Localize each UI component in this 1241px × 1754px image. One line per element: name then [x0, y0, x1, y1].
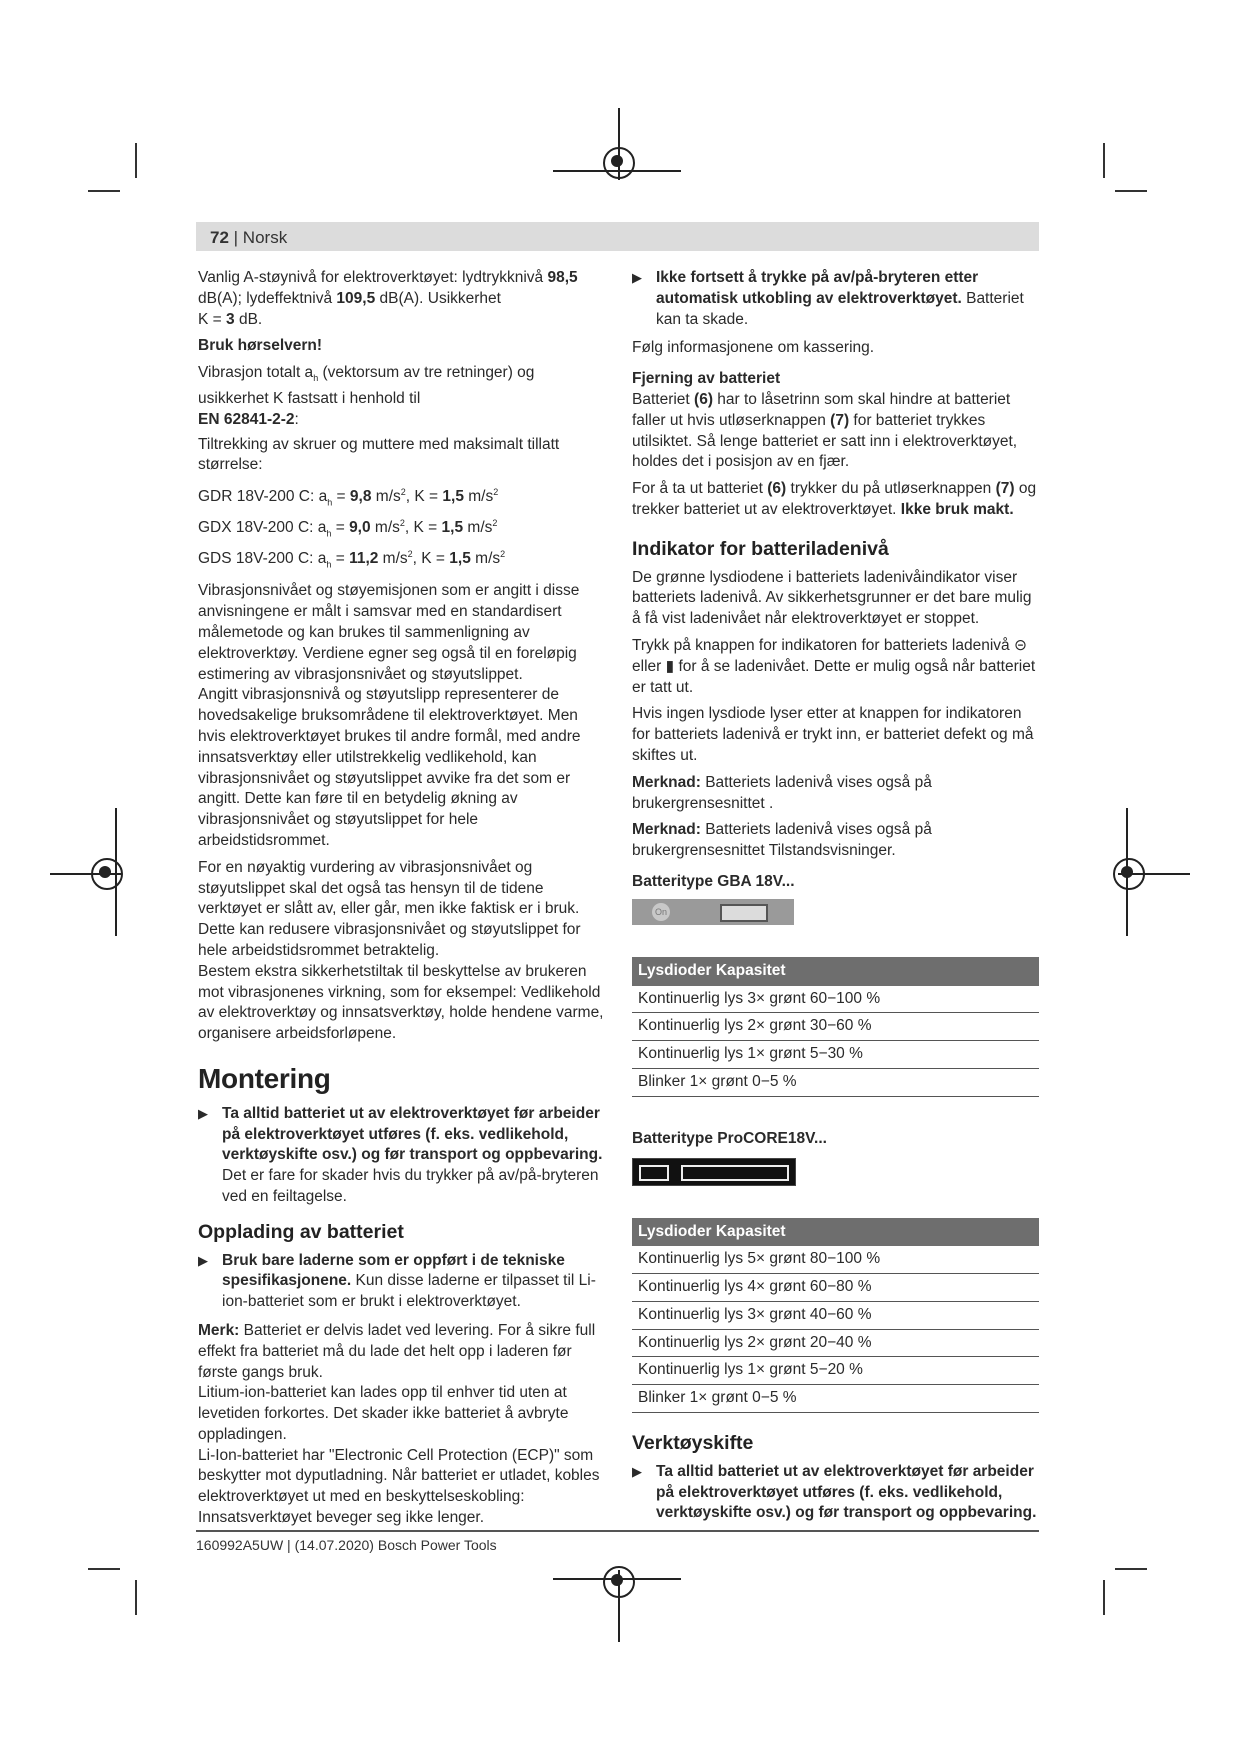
subheading-verktoyskifte: Verktøyskifte — [632, 1432, 754, 1455]
crop-mark — [135, 143, 137, 178]
page-header — [196, 222, 1039, 251]
warning-bullet: ▶ Bruk bare laderne som er oppført i de tekniske spesifikasjonene. Kun disse laderne er tilpasset til Li-ion-batteriet som er brukt i elektroverktøyet. — [198, 1251, 608, 1313]
table-row: Blinker 1× grønt 0−5 % — [632, 1385, 1039, 1413]
crop-mark — [135, 1580, 137, 1615]
capacity-table-gba — [632, 957, 1039, 1097]
gdr-vibration: GDR 18V-200 C: $a_h = 9,8$ $m/s^2$, K = 1,5 $m/s^2$ — [198, 487, 499, 508]
battery-level-icon — [639, 1165, 669, 1181]
paragraph: Angitt vibrasjonsnivå og støyutslipp representerer de hovedsakelige bruksområdene til elektroverktøyet. Men hvis elektroverktøyet brukes til andre formål, med andre innsatsverktøy eller utilstrekkelig vedlikehold, kan vibrasjonsnivået og støyutslippet avvike fra det som er angitt. Dette kan føre til en betydelig økning av vibrasjonsnivået og støyutslippet for hele arbeidstidsrommet. — [198, 686, 581, 849]
paragraph: For å ta ut batteriet (6) trykker du på utløserknappen (7) og trekker batteriet ut av elektroverktøyet. Ikke bruk makt. — [632, 480, 1037, 518]
on-button-icon: On — [652, 903, 670, 921]
header-language: Norsk — [242, 228, 288, 247]
subheading-indikator: Indikator for batteriladenivå — [632, 537, 889, 560]
battery-small-icon: ▮ — [665, 657, 675, 675]
section-heading-montering: Montering — [198, 1062, 331, 1094]
paragraph: Li-Ion-batteriet har "Electronic Cell Protection (ECP)" som beskytter mot dyputladning. Når batteriet er utladet, kobles elektroverktøyet ut med en beskyttelseskobling: Innsatsverktøyet beveger seg ikke lenger. — [198, 1446, 600, 1527]
table-row: Kontinuerlig lys 2× grønt 20−40 % — [632, 1329, 1039, 1357]
paragraph: Litium-ion-batteriet kan lades opp til enhver tid uten at levetiden forkortes. Det skader ikke batteriet å avbryte oppladingen. — [198, 1384, 569, 1443]
paragraph: Trykk på knappen for indikatoren for batteriets ladenivå ⊝ eller ▮ for å se ladenivået. Dette er mulig også når batteriet er tatt ut. — [632, 636, 1036, 696]
triangle-bullet-icon — [198, 1251, 208, 1272]
page-header-text: 72 | Norsk — [210, 228, 288, 247]
table-header: Lysdioder Kapasitet — [632, 957, 1039, 986]
triangle-bullet-icon — [198, 1104, 208, 1125]
warning-bullet: ▶ Ta alltid batteriet ut av elektroverktøyet før arbeider på elektroverktøyet utføres (f. eks. vedlikehold, verktøyskifte osv.) og før transport og oppbevaring. Det er fare for skader hvis du trykker på av/på-bryteren ved en feiltagelse. — [198, 1104, 608, 1208]
crop-mark — [88, 190, 120, 192]
table-row: Blinker 1× grønt 0−5 % — [632, 1068, 1039, 1096]
hearing-warning: Bruk hørselvern! — [198, 337, 323, 355]
crop-mark — [88, 1568, 120, 1570]
footer-rule — [196, 1530, 1039, 1532]
table-row: Kontinuerlig lys 4× grønt 60−80 % — [632, 1274, 1039, 1302]
left-column — [198, 268, 608, 1529]
table-row: Kontinuerlig lys 1× grønt 5−20 % — [632, 1357, 1039, 1385]
registration-target-icon — [1113, 858, 1145, 890]
table-row: Kontinuerlig lys 3× grønt 60−100 % — [632, 986, 1039, 1013]
subheading-fjerning: Fjerning av batteriet — [632, 370, 781, 388]
vibration-paragraph: Vibrasjon totalt $a_h$ (vektorsum av tre retninger) og usikkerhet K fastsatt i henhold til EN 62841-2-2: — [198, 364, 535, 428]
table-row: Kontinuerlig lys 1× grønt 5−30 % — [632, 1041, 1039, 1069]
triangle-bullet-icon — [632, 1462, 642, 1483]
gds-vibration: GDS 18V-200 C: $a_h = 11,2$ $m/s^2$, K = 1,5 $m/s^2$ — [198, 549, 506, 570]
registration-target-icon — [91, 858, 123, 890]
subheading-opplading: Opplading av batteriet — [198, 1220, 404, 1243]
battery-bar-icon — [681, 1165, 789, 1181]
crop-mark — [1103, 1580, 1105, 1615]
paragraph: Batteriet (6) har to låsetrinn som skal hindre at batteriet faller ut hvis utløserknappen (7) for batteriet trykkes utilsiktet. Så lenge batteriet er satt inn i elektroverktøyet, holdes det i posisjon av en fjær. — [632, 390, 1018, 471]
paragraph: De grønne lysdiodene i batteriets ladenivåindikator viser batteriets ladenivå. Av sikkerhetsgrunner er det bare mulig å få vist ladenivået når elektroverktøyet er stoppet. — [632, 568, 1032, 628]
right-column — [632, 268, 1042, 1532]
crop-mark — [1115, 190, 1147, 192]
merknad-paragraph: Merknad: Batteriets ladenivå vises også på brukergrensesnittet . — [632, 773, 932, 812]
warning-bullet: ▶ Ikke fortsett å trykke på av/på-bryteren etter automatisk utkobling av elektroverktøyet. Batteriet kan ta skade. — [632, 268, 1042, 330]
warning-bullet: ▶ Ta alltid batteriet ut av elektroverktøyet før arbeider på elektroverktøyet utføres (f. eks. vedlikehold, verktøyskifte osv.) og før transport og oppbevaring. — [632, 1462, 1042, 1524]
triangle-bullet-icon — [632, 268, 642, 289]
registration-target-icon — [603, 1566, 635, 1598]
crop-mark — [1103, 143, 1105, 178]
merknad-paragraph: Merknad: Batteriets ladenivå vises også på brukergrensesnittet Tilstandsvisninger. — [632, 821, 932, 860]
paragraph: Bestem ekstra sikkerhetstiltak til beskyttelse av brukeren mot vibrasjonenes virkning, som for eksempel: Vedlikehold av elektroverktøy og innsatsverktøy, holde hendene varme, organisere arbeidsforløpene. — [198, 962, 604, 1043]
battery-type-procore: Batteritype ProCORE18V... — [632, 1129, 827, 1147]
footer-text: 160992A5UW | (14.07.2020) Bosch Power Tools — [196, 1537, 497, 1553]
battery-button-icon: ⊝ — [1013, 636, 1027, 654]
battery-gba-icon — [632, 899, 794, 925]
paragraph: For en nøyaktig vurdering av vibrasjonsnivået og støyutslippet skal det også tas hensyn til de tidene verktøyet er slått av, eller går, men ikke faktisk er i bruk. Dette kan redusere vibrasjonsnivået og støyutslippet for hele arbeidstidsrommet betraktelig. — [198, 858, 581, 959]
crop-mark — [1115, 1568, 1147, 1570]
table-row: Kontinuerlig lys 3× grønt 40−60 % — [632, 1301, 1039, 1329]
capacity-table-procore — [632, 1218, 1039, 1414]
table-row: Kontinuerlig lys 2× grønt 30−60 % — [632, 1013, 1039, 1041]
battery-type-gba: Batteritype GBA 18V... — [632, 872, 795, 890]
page-number: 72 — [210, 228, 229, 247]
merk-paragraph: Merk: Batteriet er delvis ladet ved levering. For å sikre full effekt fra batteriet må du lade det helt opp i laderen før første gangs bruk. — [198, 1321, 596, 1381]
paragraph: Hvis ingen lysdiode lyser etter at knappen for indikatoren for batteriets ladenivå er trykt inn, er batteriet defekt og må skiftes ut. — [632, 705, 1034, 764]
battery-procore-icon — [632, 1158, 796, 1186]
tighten-paragraph: Tiltrekking av skruer og muttere med maksimalt tillatt størrelse: — [198, 435, 560, 474]
battery-cells-icon — [720, 904, 768, 922]
gdx-vibration: GDX 18V-200 C: $a_h = 9,0$ $m/s^2$, K = 1,5 $m/s^2$ — [198, 518, 498, 539]
paragraph: Vibrasjonsnivået og støyemisjonen som er angitt i disse anvisningene er målt i samsvar med en standardisert målemetode og kan brukes til sammenligning av elektroverktøy. Verdiene egner seg også til en foreløpig estimering av vibrasjonsnivået og støyutslippet. — [198, 582, 580, 683]
paragraph: Følg informasjonene om kassering. — [632, 339, 875, 357]
noise-paragraph: Vanlig A-støynivå for elektroverktøyet: lydtrykknivå 98,5 dB(A); lydeffektnivå 109,5 dB(A). Usikkerhet K = 3 dB. — [198, 269, 578, 328]
table-row: Kontinuerlig lys 5× grønt 80−100 % — [632, 1246, 1039, 1273]
table-header: Lysdioder Kapasitet — [632, 1218, 1039, 1247]
registration-target-icon — [603, 147, 635, 179]
